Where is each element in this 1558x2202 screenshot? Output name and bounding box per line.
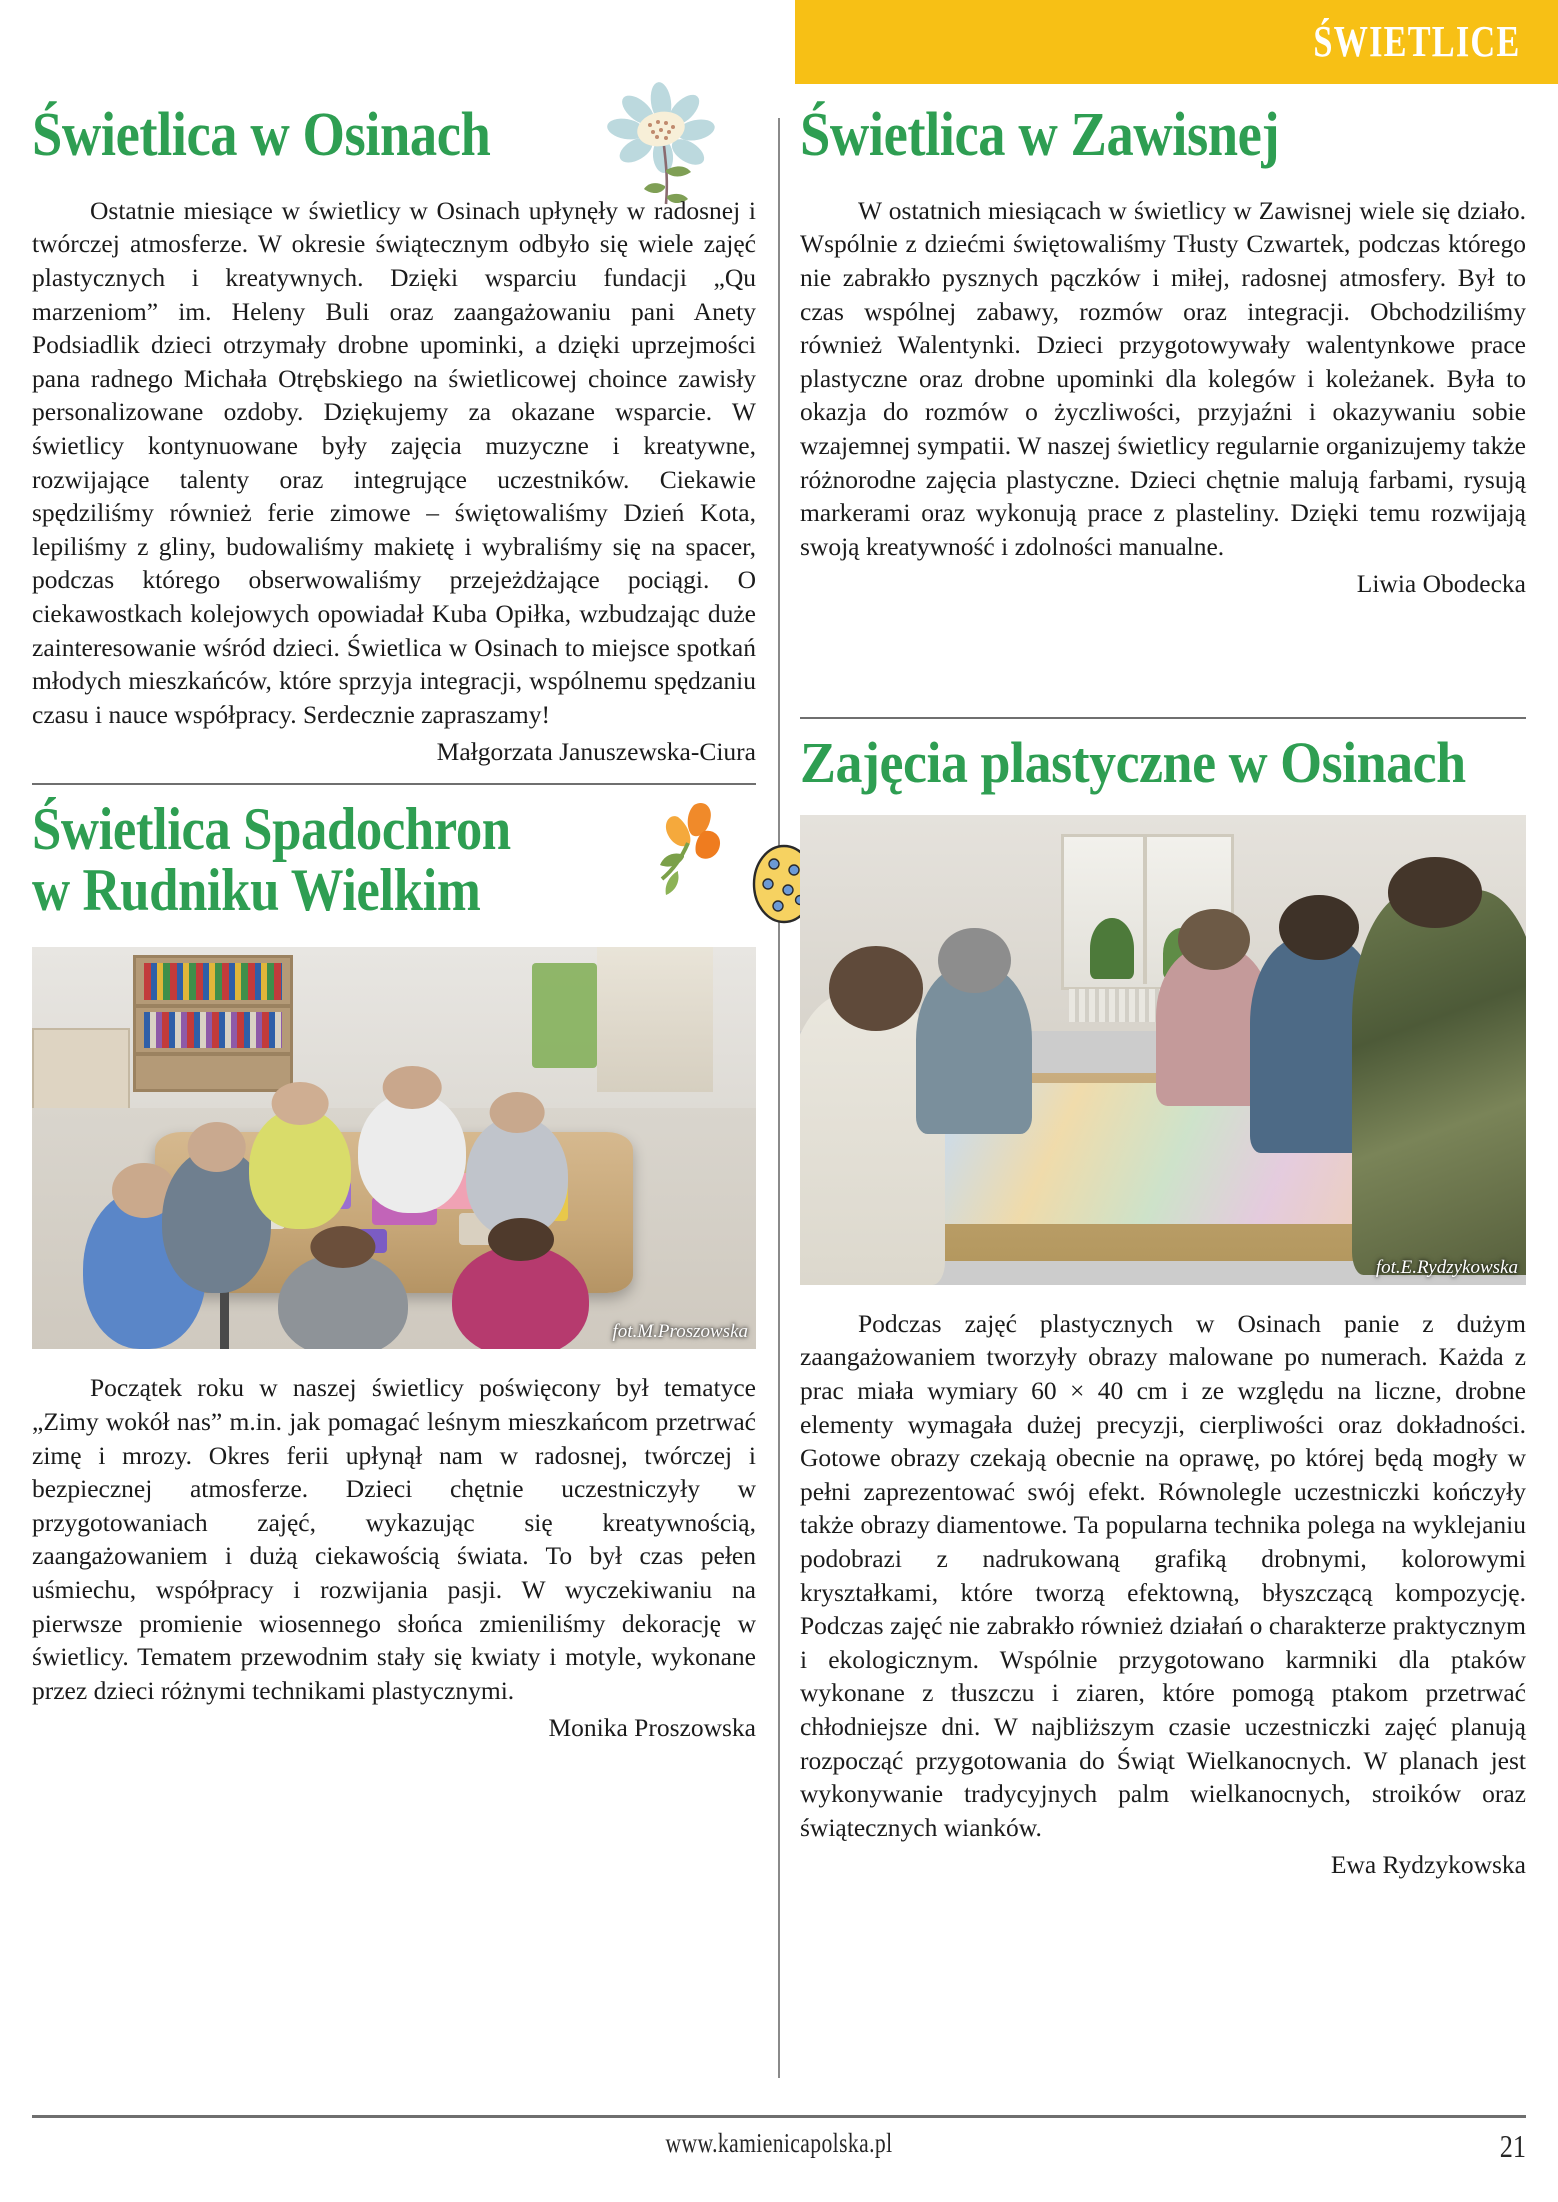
article-body-zajecia-plastyczne: Podczas zajęć plastycznych w Osinach panie z dużym zaangażowaniem tworzyły obrazy malowane po numerach. Każda z prac miała wymiary 60 × 40 cm i ze względu na liczne, drobne elementy wymagała dużej precyzji, cierpliwości oraz dokładności. Gotowe obrazy czekają obecnie na oprawę, po której będą mogły w pełni zaprezentować swój efekt. Równolegle uczestniczki kończyły także obrazy diamentowe. Ta popularna technika polega na wyklejaniu podobrazi z nadrukowaną grafiką drobnymi, kolorowymi kryształkami, które tworzą efektowną, błyszczącą kompozycję. Podczas zajęć nie zabrakło również działań o charakterze praktycznym i ekologicznym. Wspólnie przygotowano karmniki dla ptaków wykonane z tłuszczu i ziaren, które pomogą ptakom przetrwać chłodniejsze dni. W najbliższym czasie uczestniczki zajęć planują rozpocząć przygotowania do Świąt Wielkanocnych. W planach jest wykonywanie tradycyjnych palm wielkanocnych, stroików oraz świątecznych wianków. [800, 1308, 1526, 1842]
article-title-swietlica-spadochron [32, 796, 560, 924]
article-title-line2: w Rudniku Wielkim [32, 857, 481, 924]
section-header-banner [795, 0, 1558, 84]
left-column [32, 101, 756, 1745]
footer-page-number: 21 [1499, 2128, 1526, 2164]
footer-website-url[interactable]: www.kamienicapolska.pl [665, 2128, 893, 2158]
photo-credit-e-rydzykowska: fot.E.Rydzykowska [1375, 1256, 1518, 1278]
article-body-swietlica-w-zawisnej: W ostatnich miesiącach w świetlicy w Zawisnej wiele się działo. Wspólnie z dziećmi świętowaliśmy Tłusty Czwartek, podczas którego nie zabrakło pysznych pączków i miłej, radosnej atmosfery. Był to czas wspólnej zabawy, rozmów oraz integracji. Obchodziliśmy również Walentynki. Dzieci przygotowywały walentynkowe prace plastyczne oraz drobne upominki dla kolegów i koleżanek. Była to okazja do rozmów o życzliwości, przyjaźni i okazywaniu sobie wzajemnej sympatii. W naszej świetlicy regularnie organizujemy także różnorodne zajęcia plastyczne. Dzieci chętnie malują farbami, rysują markerami oraz wykonują prace z plasteliny. Dzięki temu rozwijają swoją kreatywność i zdolności manualne. [800, 195, 1526, 561]
byline-monika-proszowska: Monika Proszowska [548, 1713, 756, 1743]
article-title-swietlica-w-zawisnej: Świetlica w Zawisnej [800, 101, 1280, 169]
right-column [800, 101, 1526, 1882]
article-body-swietlica-w-osinach: Ostatnie miesiące w świetlicy w Osinach upłynęły w radosnej i twórczej atmosferze. W okresie świątecznym odbyło się wiele zajęć plastycznych i kreatywnych. Dzięki wsparciu fundacji „Qu marzeniom” im. Heleny Buli oraz zaangażowaniu pani Anety Podsiadlik dzieci otrzymały drobne upominki, a dzięki uprzejmości pana radnego Michała Otrębskiego na świetlicowej choince zawisły personalizowane ozdoby. Dziękujemy za okazane wsparcie. W świetlicy kontynuowane były zajęcia muzyczne i kreatywne, rozwijające talenty oraz integrujące uczestników. Ciekawie spędziliśmy również ferie zimowe – świętowaliśmy Dzień Kota, lepiliśmy z gliny, budowaliśmy makietę i wybraliśmy się na spacer, podczas którego obserwowaliśmy przejeżdżające pociągi. O ciekawostkach kolejowych opowiadał Kuba Opiłka, wzbudzając duże zainteresowanie wśród dzieci. Świetlica w Osinach to miejsce spotkań młodych mieszkańców, które sprzyja integracji, wspólnemu spędzaniu czasu i nauce współpracy. Serdecznie zapraszamy! [32, 195, 756, 729]
section-rule [32, 783, 756, 785]
column-divider [778, 118, 780, 2078]
photo-spadochron-children [32, 947, 756, 1349]
byline-ewa-rydzykowska: Ewa Rydzykowska [1330, 1850, 1526, 1880]
article-title-line1: Świetlica Spadochron [32, 796, 511, 863]
photo-zajecia-plastyczne [800, 815, 1526, 1285]
section-rule [800, 717, 1526, 719]
byline-liwia-obodecka: Liwia Obodecka [1356, 569, 1526, 599]
article-body-spadochron: Początek roku w naszej świetlicy poświęcony był tematyce „Zimy wokół nas” m.in. jak pomagać leśnym mieszkańcom przetrwać zimę i mrozy. Okres ferii upłynął nam w radosnej, twórczej i bezpiecznej atmosferze. Dzieci chętnie uczestniczyły w przygotowaniach zajęć, wykazując się kreatywnością, zaangażowaniem i dużą ciekawością świata. To był czas pełen uśmiechu, współpracy i rozwijania pasji. W wyczekiwaniu na pierwsze promienie wiosennego słońca zmieniliśmy dekorację w świetlicy. Tematem przewodnim stały się kwiaty i motyle, wykonane przez dzieci różnymi technikami plastycznymi. [32, 1373, 756, 1705]
footer-rule [32, 2115, 1526, 2118]
byline-malgorzata-januszewska-ciura: Małgorzata Januszewska-Ciura [436, 737, 756, 767]
photo-credit-m-proszowska: fot.M.Proszowska [612, 1321, 748, 1343]
orange-flower-icon [644, 795, 740, 905]
article-title-swietlica-w-osinach: Świetlica w Osinach [32, 101, 491, 169]
section-header-title: ŚWIETLICE [1312, 17, 1520, 66]
page-footer [32, 2115, 1526, 2168]
article-title-zajecia-plastyczne-w-osinach: Zajęcia plastyczne w Osinach [800, 730, 1466, 796]
